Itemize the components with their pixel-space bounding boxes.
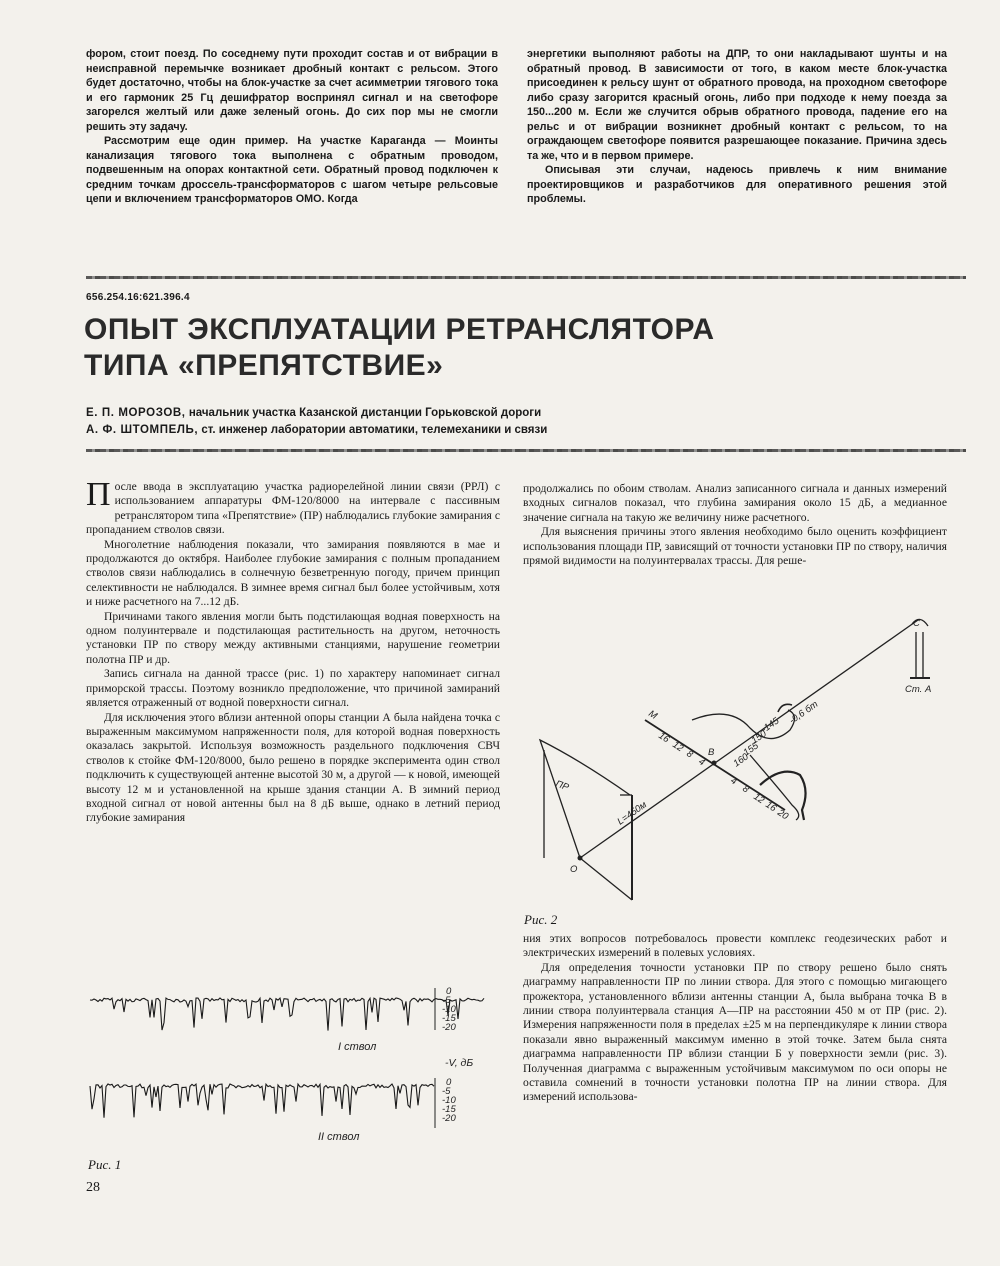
article-lead-paragraph: После ввода в эксплуатацию участка радиорелейной линии связи (РРЛ) с использованием аппаратуры ФМ-120/8000 на интервале с пассивным ретранслятором типа «Препятствие» (ПР) наблюдались глубокие замирания с пропаданием стволов связи.	[86, 476, 500, 537]
author-2-role: ст. инженер лаборатории автоматики, телемеханики и связи	[201, 424, 548, 436]
title-line-1: ОПЫТ ЭКСПЛУАТАЦИИ РЕТРАНСЛЯТОРА	[84, 313, 715, 346]
fig2-db-scale-4: 160	[731, 751, 751, 770]
drop-cap: П	[86, 476, 111, 513]
article-right-paragraph-2: Для выяснения причины этого явления необходимо было оценить коэффициент использования площади ПР, зависящий от точности установки ПР по створу, наличия прямой видимости на полуинтервалах трассы. Для реше-	[523, 525, 947, 568]
article-right-paragraph-4: Для определения точности установки ПР по створу решено было снять диаграмму направленности ПР по линии створа. Для этого с помощью мигающего прожектора, установленного вблизи антенны станции А, была выбрана точка В в линии створа полуинтервала станция А—ПР на расстоянии 450 м от ПР (рис. 2). Измерения напряженности поля в пределах ±25 м на перпендикуляре к линии створа показали явно выраженный максимум именно в этой точке. Затем была снята диаграмма направленности ПР вблизи станции Б у поверхности земли (рис. 3). Полученная диаграмма с выраженным устойчивым максимумом по оси опоры не оставила сомнений в точности установки полотна ПР на линии створа. Для измерений использова-	[523, 960, 947, 1104]
article-right-column-top	[523, 482, 947, 568]
udc-code: 656.254.16:621.396.4	[86, 292, 190, 303]
author-1-name: Е. П. МОРОЗОВ,	[86, 407, 186, 419]
trace-1-line	[90, 998, 484, 1031]
fig1-scale1-15: -15	[442, 1013, 456, 1024]
fig2-station-label: Ст. А	[905, 684, 932, 695]
fig2-distance-label: L=450м	[615, 799, 649, 828]
author-1-role: начальник участка Казанской дистанции Горьковской дороги	[188, 407, 542, 419]
trace-2-line	[90, 1084, 434, 1118]
fig1-scale2-15: -15	[442, 1104, 456, 1115]
fig2-top-scale-4: 4	[696, 756, 707, 769]
fig1-unit-label: -V, дБ	[445, 1057, 474, 1069]
fig2-pr-label: ПР	[553, 778, 571, 794]
title-line-2: ТИПА «ПРЕПЯТСТВИЕ»	[84, 349, 444, 382]
author-2-name: А. Ф. ШТОМПЕЛЬ,	[86, 424, 199, 436]
top-right-paragraph-1: энергетики выполняют работы на ДПР, то они накладывают шунты и на обратный провод. В зависимости от того, в каком месте блок-участка присоединен к рельсу шунт от обратного провода, на проходном светофоре либо сразу загорится красный огонь, либо при подходе к нему поезда за 150...200 м. Если же случится обрыв обратного провода, падение его на рельс и от вибрации возникнет дробный контакт с рельсом, то на ограждающем светофоре появится разрешающее показание. Причина здесь та же, что и в первом примере.	[527, 48, 947, 162]
article-left-paragraph-1: Многолетние наблюдения показали, что замирания появляются в мае и продолжаются до октября. Наиболее глубокие замирания с полным пропаданием стволов связи наблюдались в солнечную безветренную погоду, причем принцип селективности не наблюдался. В зимнее время сигнал был более устойчивым, хотя и ниже расчетного на 7...12 дБ.	[86, 537, 500, 609]
fig2-bottom-scale-5: 20	[775, 807, 791, 823]
fig1-scale2-5: -5	[442, 1086, 451, 1097]
fig1-scale1-10: -10	[442, 1004, 456, 1015]
fig2-label-c: С	[913, 618, 920, 629]
figure-2-diagram	[520, 610, 950, 910]
top-right-paragraph-2: Описывая эти случаи, надеюсь привлечь к ним внимание проектировщиков и разработчиков для оперативного решения этой проблемы.	[527, 164, 947, 205]
page-number: 28	[86, 1180, 100, 1195]
section-divider-top	[86, 276, 966, 279]
fig2-db-scale-1: -145	[759, 715, 782, 736]
fig2-bottom-scale-2: 8	[740, 783, 751, 796]
figure-2-caption: Рис. 2	[524, 912, 558, 927]
fig1-scale2-0: 0	[446, 1077, 452, 1088]
fig2-bottom-scale-3: 12	[751, 791, 767, 807]
fig2-level-label: -0,6 бт	[787, 698, 821, 727]
article-left-paragraph-2: Причинами такого явления могли быть подстилающая водная поверхность на одном полуинтервале и подстилающая растительность на другом, неточность установки ПР по створу между активными станциями, нарушение геометрии полотна ПР и др.	[86, 609, 500, 666]
fig1-trace2-label: II ствол	[318, 1131, 360, 1143]
article-left-column	[86, 476, 500, 826]
top-left-column	[86, 47, 498, 207]
fig2-bottom-scale-1: 4	[728, 775, 739, 788]
author-1	[86, 407, 541, 419]
fig2-db-scale-2: 150	[749, 728, 769, 747]
figure-1-caption: Рис. 1	[88, 1157, 122, 1172]
figure-1-chart	[90, 978, 510, 1148]
fig1-scale2-10: -10	[442, 1095, 456, 1106]
top-left-paragraph-1: фором, стоит поезд. По соседнему пути проходит состав и от вибрации в неисправной перемычке возникает дробный контакт с рельсом. Этого будет достаточно, чтобы на блок-участке за счет асимметрии тягового тока и его гармоник 25 Гц дешифратор воспринял сигнал и на светофоре загорелся желтый или даже зеленый огонь. До сих пор мы не смогли решить эту задачу.	[86, 48, 498, 133]
fig2-label-m: М	[646, 708, 660, 722]
article-title	[84, 312, 715, 384]
fig2-label-b: В	[708, 747, 715, 758]
article-left-paragraph-3: Запись сигнала на данной трассе (рис. 1) по характеру напоминает сигнал приморской трассы. Поэтому возникло предположение, что причиной замираний является отраженный от водной поверхности сигнал.	[86, 667, 500, 710]
fig2-top-scale-1: 16	[656, 730, 672, 746]
fig2-bottom-scale-4: 16	[763, 799, 779, 815]
author-2	[86, 424, 547, 436]
top-right-column	[527, 47, 947, 207]
article-right-column-bottom	[523, 932, 947, 1105]
fig1-trace1-label: I ствол	[338, 1041, 377, 1053]
fig2-db-scale-3: 155	[741, 740, 761, 759]
top-left-paragraph-2: Рассмотрим еще один пример. На участке Караганда — Моинты канализация тягового тока выполнена с обратным проводом, подвешенным на опорах контактной сети. Обратный провод подключен к средним точкам дроссель-трансформаторов с шагом четыре рельсовые цепи и включением трансформаторов ОМО. Когда	[86, 135, 498, 205]
fig1-scale1-0: 0	[446, 986, 452, 997]
section-divider-bottom	[86, 449, 966, 452]
article-right-paragraph-3: ния этих вопросов потребовалось провести комплекс геодезических работ и электрических измерений в полевых условиях.	[523, 932, 947, 960]
fig1-scale1-5: -5	[442, 995, 451, 1006]
article-right-paragraph-1: продолжались по обоим стволам. Анализ записанного сигнала и данных измерений входных сигналов показал, что глубина замирания около 15 дБ, а медианное значение сигнала на такую же величину ниже расчетного.	[523, 482, 947, 524]
fig2-top-scale-2: 12	[670, 739, 686, 755]
fig1-scale2-20: -20	[442, 1113, 456, 1124]
fig2-top-scale-3: 8	[684, 748, 695, 761]
article-left-paragraph-4: Для исключения этого вблизи антенной опоры станции А была найдена точка с выраженным максимумом напряженности поля, для которой водная поверхность оказалась закрытой. Используя возможность раздельного подключения СВЧ стволов к стойке ФМ-120/8000, было решено в порядке эксперимента один ствол подключить к существующей антенне высотой 30 м, а другой — к новой, имеющей высоту 12 м и установленной на крыше здания станции А. В зимний период входной сигнал от новой антенны был на 8 дБ выше, однако в летний период глубокие замирания	[86, 710, 500, 825]
fig2-label-o: О	[570, 864, 578, 875]
fig1-scale1-20: -20	[442, 1022, 456, 1033]
